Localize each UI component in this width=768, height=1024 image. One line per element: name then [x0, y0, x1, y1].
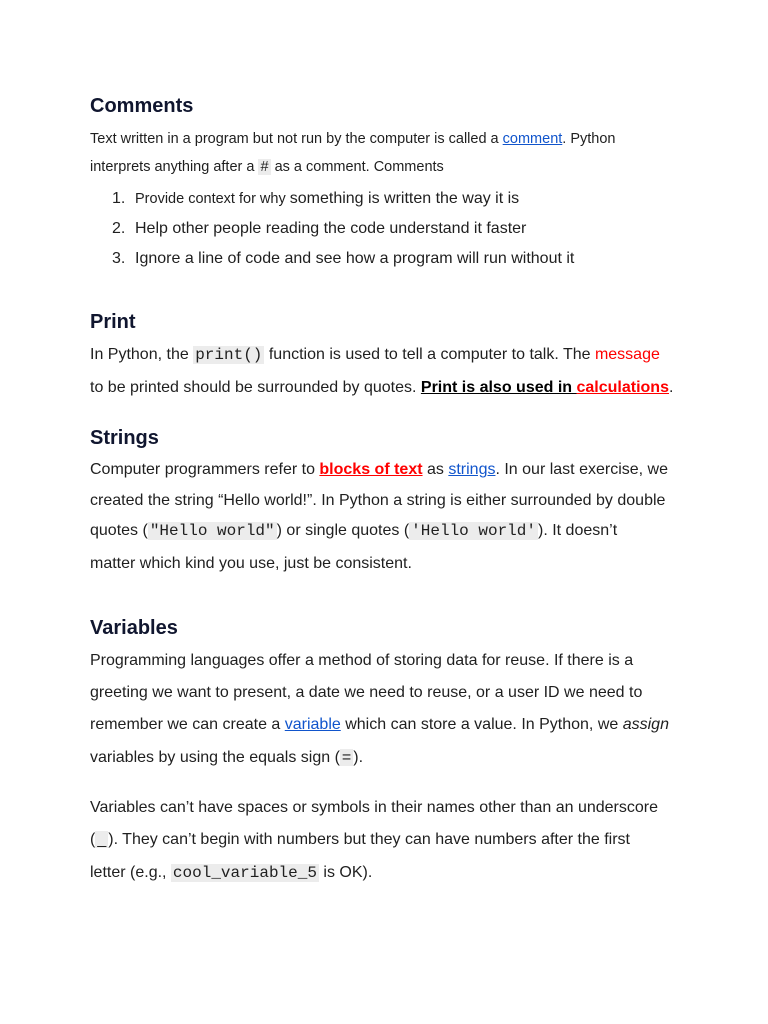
text: . In our last exercise, we [495, 461, 668, 478]
text: ). It doesn’t [537, 522, 618, 539]
print-line-1 [90, 346, 700, 364]
strings-section [90, 426, 690, 450]
variables-p2-line-3 [90, 864, 690, 882]
text: ). They can’t begin with numbers but they can have numbers after the first [108, 831, 630, 848]
variables-p2-line-1 [90, 799, 700, 817]
comments-section [90, 94, 690, 118]
list-number: 2. [112, 220, 126, 237]
variable-link[interactable]: variable [284, 716, 341, 733]
list-text: Ignore a line of code and see how a program will run without it [135, 250, 575, 267]
text: Text written in a program but not run by the computer is called a [90, 131, 503, 147]
print-code: print() [195, 346, 263, 364]
list-item [90, 184, 690, 214]
print-section [90, 310, 690, 334]
double-quote-code: "Hello world" [149, 522, 275, 540]
list-item [90, 244, 690, 274]
list-number: 1. [112, 190, 126, 207]
variables-line-4 [90, 749, 690, 767]
list-text: Help other people reading the code understand it faster [135, 220, 527, 237]
strings-line-1 [90, 461, 700, 479]
assign-emphasis: assign [622, 716, 669, 733]
comments-heading: Comments [90, 95, 194, 117]
underscore-code: _ [97, 831, 107, 848]
strings-heading: Strings [90, 427, 159, 449]
text: In Python, the [90, 346, 194, 363]
single-quote-code: 'Hello world' [411, 522, 536, 540]
text: is OK). [318, 864, 373, 881]
strings-line-3 [90, 522, 700, 540]
equals-code: = [341, 749, 352, 766]
text: as [422, 461, 449, 478]
text: matter which kind you use, just be consistent. [90, 555, 412, 572]
print-line-2 [90, 379, 690, 397]
variables-heading: Variables [90, 617, 178, 639]
strings-line-2 [90, 492, 700, 510]
variables-line-2 [90, 684, 700, 702]
strings-link[interactable]: strings [448, 461, 496, 478]
blocks-of-text-highlight: blocks of text [319, 461, 423, 478]
variable-name-code: cool_variable_5 [172, 864, 317, 882]
text: as a comment. Comments [270, 159, 444, 175]
text: which can store a value. In Python, we [340, 716, 623, 733]
text: ) or single quotes ( [276, 522, 410, 539]
text: created the string “Hello world!”. In Python a string is either surrounded by double [90, 492, 666, 509]
calculations-highlight: calculations [576, 379, 669, 396]
list-text-small: Provide context for why [135, 191, 290, 207]
text: Programming languages offer a method of storing data for reuse. If there is a [90, 652, 634, 669]
variables-line-1 [90, 652, 700, 670]
text: . [668, 379, 674, 396]
text: variables by using the equals sign ( [90, 749, 340, 766]
message-highlight: message [594, 346, 660, 363]
comments-line-1 [90, 129, 690, 149]
hash-symbol: # [260, 159, 269, 175]
text: remember we can create a [90, 716, 285, 733]
strings-line-4 [90, 555, 690, 573]
text: interprets anything after a [90, 159, 259, 175]
list-text: something is written the way it is [289, 190, 520, 207]
text: to be printed should be surrounded by quotes. [90, 379, 421, 396]
text: Computer programmers refer to [90, 461, 320, 478]
comments-line-2 [90, 157, 690, 177]
text: letter (e.g., [90, 864, 171, 881]
print-emphasis: Print is also used in [420, 379, 577, 396]
comment-link[interactable]: comment [502, 131, 563, 147]
list-number: 3. [112, 250, 126, 267]
comments-list [90, 184, 690, 274]
variables-section [90, 616, 690, 640]
variables-line-3 [90, 716, 700, 734]
text: function is used to tell a computer to talk. The [264, 346, 595, 363]
print-heading: Print [90, 311, 136, 333]
text: Variables can’t have spaces or symbols in their names other than an underscore [90, 799, 659, 816]
text: greeting we want to present, a date we need to reuse, or a user ID we need to [90, 684, 643, 701]
text: . Python [562, 131, 616, 147]
text: ( [90, 831, 96, 848]
variables-p2-line-2 [90, 831, 700, 849]
list-item [90, 214, 690, 244]
text: ). [353, 749, 364, 766]
text: quotes ( [90, 522, 148, 539]
